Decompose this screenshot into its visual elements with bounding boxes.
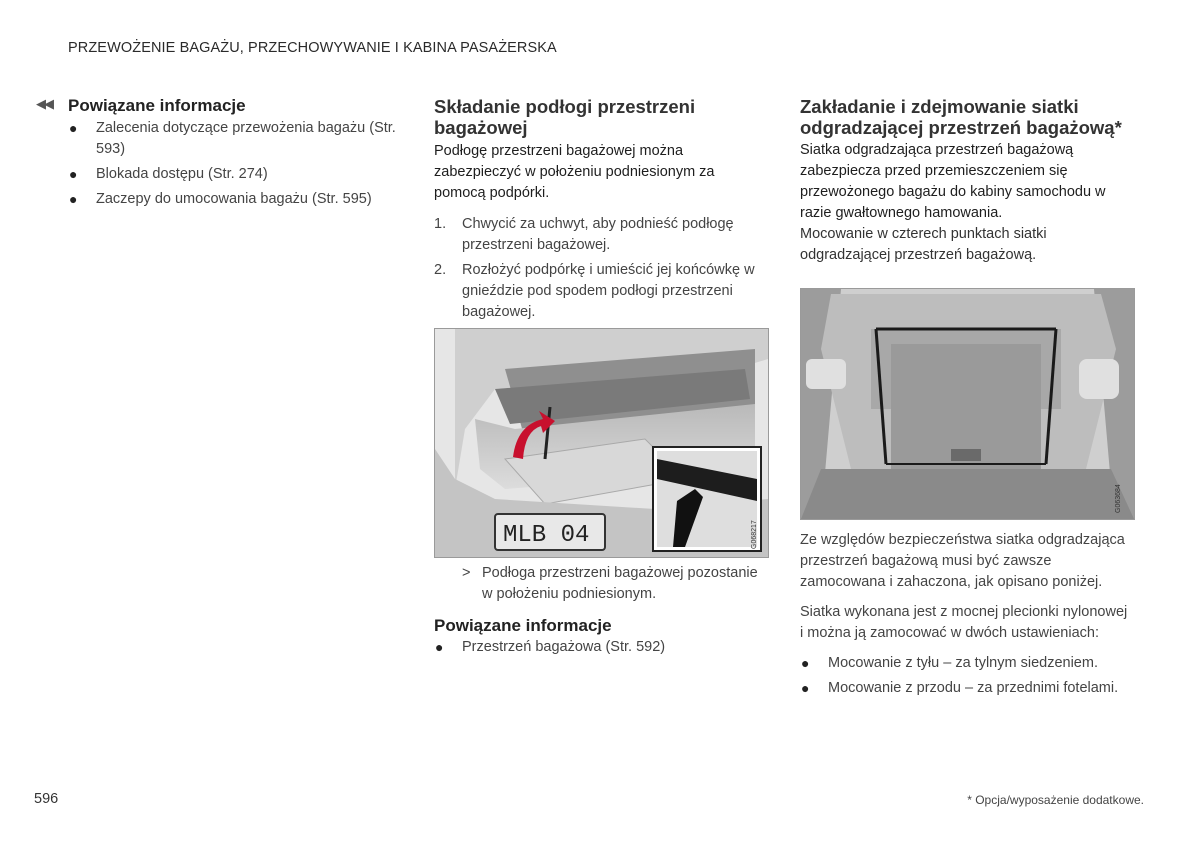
related-info-heading-2: Powiązane informacje — [434, 616, 612, 635]
bullet-icon: ● — [801, 680, 810, 696]
bullet-icon: ● — [435, 639, 444, 655]
related-info-list — [68, 118, 398, 210]
net-para-2: Siatka wykonana jest z mocnej plecionki nylonowej i można ją zamocować w dwóch ustawieniach: — [800, 604, 1128, 641]
section-title-floor: Składanie podłogi przestrzeni bagażowej — [434, 96, 696, 138]
bullet-icon: ● — [801, 655, 810, 671]
cargo-net-illustration — [801, 289, 1134, 519]
related-link-3[interactable]: ● Zaczepy do umocowania bagażu (Str. 595) — [68, 189, 398, 210]
license-plate-text: MLB 04 — [503, 522, 590, 549]
trunk-floor-illustration — [435, 329, 768, 557]
step-item: 1. Chwycić za uchwyt, aby podnieść podłogę przestrzeni bagażowej. — [434, 216, 734, 253]
related-link-1[interactable]: ● Zalecenia dotyczące przewożenia bagażu (Str. 593) — [69, 120, 396, 157]
bullet-icon: ● — [69, 120, 78, 136]
left-column — [68, 96, 398, 214]
middle-lower — [434, 563, 770, 662]
related-info-heading: Powiązane informacje — [68, 96, 246, 115]
footnote: * Opcja/wyposażenie dodatkowe. — [967, 793, 1144, 807]
net-intro-2: Mocowanie w czterech punktach siatki odgradzającej przestrzeń bagażową. — [800, 226, 1047, 263]
section-title-net: Zakładanie i zdejmowanie siatki odgradzającej przestrzeń bagażową* — [800, 96, 1122, 138]
related-link-2[interactable]: ● Blokada dostępu (Str. 274) — [68, 164, 398, 185]
step-item: 2. Rozłożyć podpórkę i umieścić jej końcówkę w gnieździe pod spodem podłogi przestrzeni bagażowej. — [434, 262, 755, 320]
result-marker: > — [462, 565, 471, 581]
figure-code: G063684 — [1115, 484, 1122, 513]
net-option-rear: ● Mocowanie z tyłu – za tylnym siedzeniem. — [800, 653, 1134, 674]
figure-floor-support — [434, 328, 769, 558]
figure-code: G068217 — [751, 520, 758, 549]
net-para-1: Ze względów bezpieczeństwa siatka odgradzająca przestrzeń bagażową musi być zawsze zamocowana i zahaczona, jak opisano poniżej. — [800, 532, 1125, 590]
result-text: Podłoga przestrzeni bagażowej pozostanie w położeniu podniesionym. — [482, 565, 758, 602]
bullet-icon: ● — [69, 166, 78, 182]
floor-intro: Podłogę przestrzeni bagażowej można zabezpieczyć w położeniu podniesionym za pomocą podpórki. — [434, 143, 715, 201]
net-options-list — [800, 653, 1134, 699]
middle-column — [434, 96, 770, 327]
net-intro: Siatka odgradzająca przestrzeń bagażową zabezpiecza przed przemieszczeniem się przewożonego bagażu do kabiny samochodu w razie gwałtownego hamowania. — [800, 142, 1106, 221]
net-option-front: ● Mocowanie z przodu – za przednimi fotelami. — [800, 678, 1134, 699]
floor-steps — [434, 214, 770, 323]
page-header: PRZEWOŻENIE BAGAŻU, PRZECHOWYWANIE I KABINA PASAŻERSKA — [68, 40, 557, 56]
figure-cargo-net — [800, 288, 1135, 520]
result-note — [434, 563, 770, 605]
right-lower — [800, 530, 1134, 703]
right-column — [800, 96, 1134, 266]
double-chevron-left-icon[interactable]: ◀◀ — [36, 96, 52, 111]
page-number: 596 — [34, 791, 59, 807]
related-info-list-2 — [434, 637, 770, 658]
bullet-icon: ● — [69, 191, 78, 207]
related-link-trunk[interactable]: ● Przestrzeń bagażowa (Str. 592) — [434, 637, 770, 658]
